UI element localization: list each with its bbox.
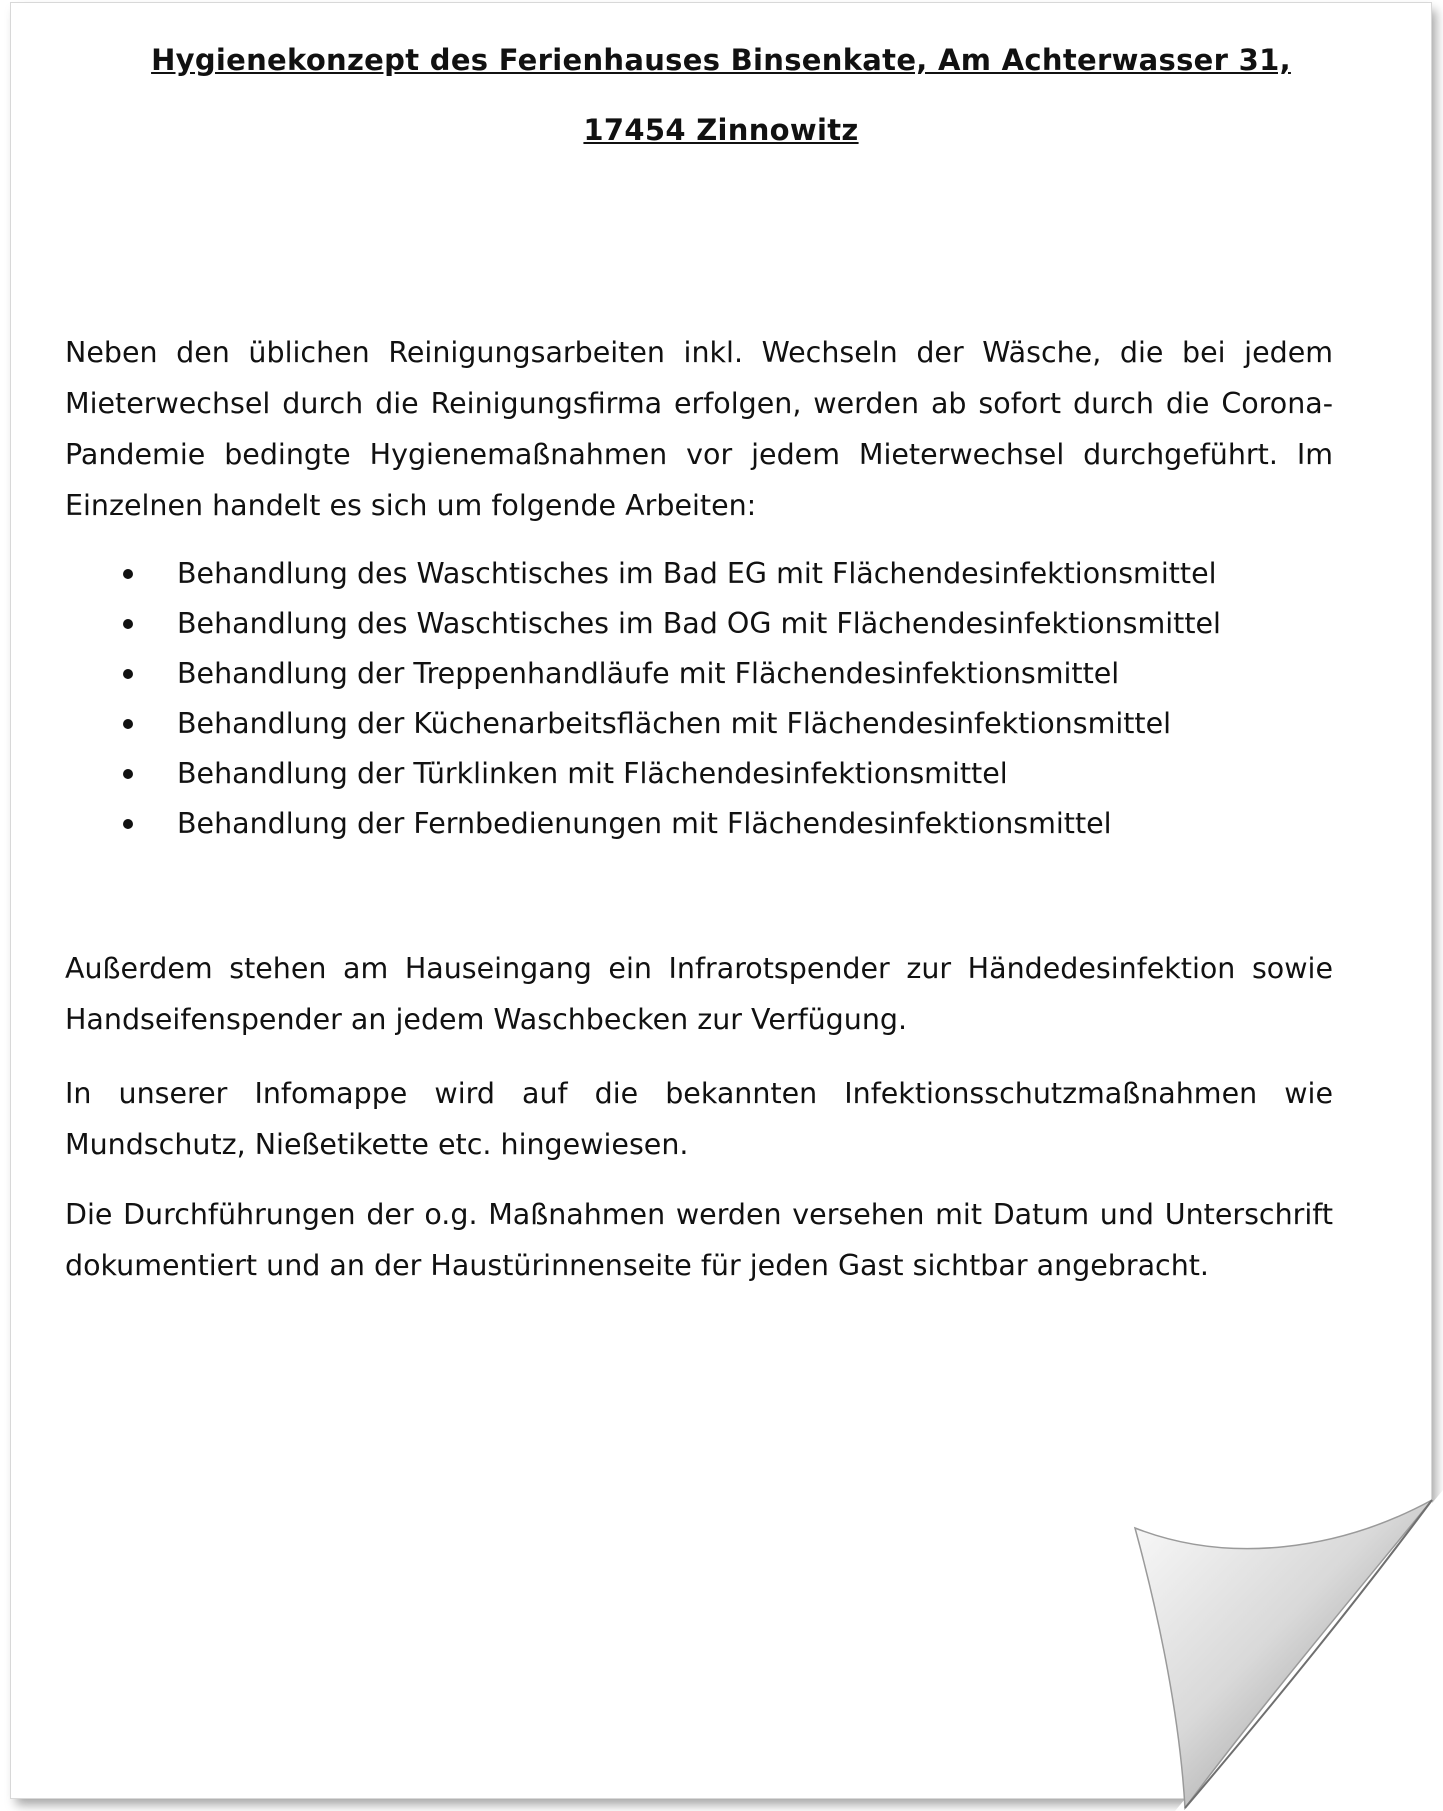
intro-paragraph: Neben den üblichen Reinigungsarbeiten inkl. Wechseln der Wäsche, die bei jedem Mieterwechsel durch die Reinigungsfirma erfolgen, werden ab sofort durch die Corona-Pandemie bedingte Hygienemaßnahmen vor jedem Mieterwechsel durchgeführt. Im Einzelnen handelt es sich um folgende Arbeiten: — [65, 336, 1333, 522]
measures-list — [65, 549, 1333, 849]
document-title-line-1: Hygienekonzept des Ferienhauses Binsenkate, Am Achterwasser 31, — [151, 43, 1291, 77]
list-item-text: Behandlung der Fernbedienungen mit Flächendesinfektionsmittel — [177, 807, 1112, 840]
list-item-text: Behandlung der Türklinken mit Flächendesinfektionsmittel — [177, 757, 1008, 790]
list-item-text: Behandlung des Waschtisches im Bad OG mit Flächendesinfektionsmittel — [177, 607, 1221, 640]
list-item — [65, 699, 1333, 749]
bullet-icon — [123, 719, 133, 729]
bullet-icon — [123, 569, 133, 579]
list-item — [65, 649, 1333, 699]
document-title-line-2: 17454 Zinnowitz — [583, 113, 859, 147]
list-item — [65, 549, 1333, 599]
infomappe-paragraph: In unserer Infomappe wird auf die bekannten Infektionsschutzmaßnahmen wie Mundschutz, Nießetikette etc. hingewiesen. — [65, 1077, 1333, 1161]
list-item-text: Behandlung der Treppenhandläufe mit Flächendesinfektionsmittel — [177, 657, 1120, 690]
bullet-icon — [123, 669, 133, 679]
documentation-paragraph: Die Durchführungen der o.g. Maßnahmen werden versehen mit Datum und Unterschrift dokumentiert und an der Haustürinnenseite für jeden Gast sichtbar angebracht. — [65, 1198, 1333, 1282]
document-page — [10, 2, 1432, 1799]
list-item — [65, 799, 1333, 849]
dispenser-paragraph: Außerdem stehen am Hauseingang ein Infrarotspender zur Händedesinfektion sowie Handseifenspender an jedem Waschbecken zur Verfügung. — [65, 952, 1333, 1036]
bullet-icon — [123, 769, 133, 779]
list-item — [65, 749, 1333, 799]
list-item-text: Behandlung des Waschtisches im Bad EG mit Flächendesinfektionsmittel — [177, 557, 1217, 590]
list-item-text: Behandlung der Küchenarbeitsflächen mit Flächendesinfektionsmittel — [177, 707, 1172, 740]
list-item — [65, 599, 1333, 649]
bullet-icon — [123, 619, 133, 629]
bullet-icon — [123, 819, 133, 829]
